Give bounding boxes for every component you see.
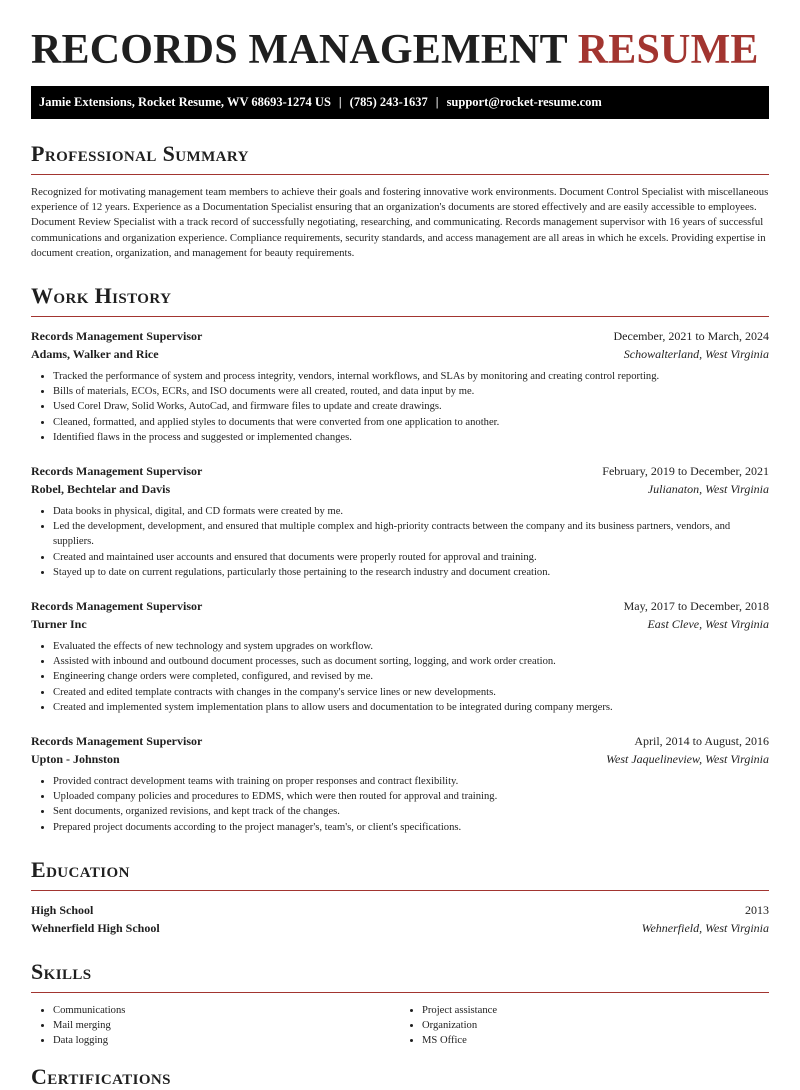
contact-separator: |: [338, 95, 342, 109]
resume-page: [31, 0, 769, 1090]
summary-heading: Professional Summary: [31, 141, 249, 166]
job-entry: [31, 327, 769, 445]
job-location: West Jaquelineview, West Virginia: [606, 752, 769, 767]
job-bullet: • Uploaded company policies and procedures to EDMS, which were then routed for approval and training.: [53, 789, 769, 804]
section-divider: [31, 890, 769, 891]
job-entry: [31, 462, 769, 580]
skills-heading: Skills: [31, 958, 92, 984]
title-accent: RESUME: [577, 27, 759, 73]
job-bullet: • Led the development, development, and ensured that multiple complex and high-priority contracts between the company and its business partners, vendors, and suppliers.: [53, 519, 769, 549]
job-bullet: • Evaluated the effects of new technology and system upgrades on workflow.: [53, 639, 769, 654]
resume-title: [31, 26, 769, 74]
contact-bar: [31, 86, 769, 119]
skills-column-left: [31, 1003, 400, 1049]
job-location: Schowalterland, West Virginia: [623, 347, 769, 362]
job-company: Robel, Bechtelar and Davis: [31, 482, 171, 497]
job-bullet: • Provided contract development teams with training on proper responses and contract flexibility.: [53, 774, 769, 789]
work-history-heading: Work History: [31, 283, 172, 309]
job-bullet: • Identified flaws in the process and suggested or implemented changes.: [53, 430, 769, 445]
job-bullet: • Engineering change orders were completed, configured, and revised by me.: [53, 669, 769, 684]
job-bullets: [31, 639, 769, 715]
skills-list: [31, 1003, 769, 1049]
job-title: Records Management Supervisor: [31, 734, 203, 749]
job-bullets: [31, 504, 769, 580]
education-school: Wehnerfield High School: [31, 920, 160, 935]
education-year: 2013: [745, 902, 769, 917]
skill-item: • MS Office: [422, 1033, 769, 1048]
contact-separator: |: [435, 95, 439, 109]
job-bullet: • Created and maintained user accounts and ensured that documents were properly routed for approval and training.: [53, 550, 769, 565]
education-location: Wehnerfield, West Virginia: [641, 920, 769, 935]
education-heading: Education: [31, 856, 130, 882]
job-company: Turner Inc: [31, 617, 87, 632]
job-dates: December, 2021 to March, 2024: [613, 329, 769, 344]
job-bullet: • Used Corel Draw, Solid Works, AutoCad, and firmware files to update and create drawings.: [53, 399, 769, 414]
job-bullet: • Tracked the performance of system and process integrity, vendors, internal workflows, and SLAs by monitoring and creating control reporting.: [53, 369, 769, 384]
job-bullet: • Stayed up to date on current regulations, particularly those pertaining to the research industry and document creation.: [53, 565, 769, 580]
job-dates: May, 2017 to December, 2018: [623, 599, 769, 614]
job-bullet: • Assisted with inbound and outbound document processes, such as document sorting, logging, and work order creation.: [53, 654, 769, 669]
job-bullet: • Data books in physical, digital, and CD formats were created by me.: [53, 504, 769, 519]
job-dates: April, 2014 to August, 2016: [634, 734, 769, 749]
title-main: RECORDS MANAGEMENT: [31, 27, 568, 73]
job-bullet: • Prepared project documents according to the project manager's, team's, or client's specifications.: [53, 820, 769, 835]
job-dates: February, 2019 to December, 2021: [602, 464, 769, 479]
job-title: Records Management Supervisor: [31, 464, 203, 479]
job-bullet: • Sent documents, organized revisions, and kept track of the changes.: [53, 804, 769, 819]
certifications-heading: Certifications: [31, 1064, 171, 1090]
job-entry: [31, 732, 769, 835]
contact-phone: (785) 243-1637: [349, 95, 428, 109]
education-entry: [31, 901, 769, 937]
job-bullet: • Cleaned, formatted, and applied styles to documents that were converted from one application to another.: [53, 415, 769, 430]
job-bullet: • Created and edited template contracts with changes in the company's service lines or new developments.: [53, 685, 769, 700]
contact-email: support@rocket-resume.com: [446, 95, 602, 109]
job-bullet: • Bills of materials, ECOs, ECRs, and ISO documents were all created, routed, and data input by me.: [53, 384, 769, 399]
section-divider: [31, 174, 769, 175]
skill-item: • Data logging: [53, 1033, 400, 1048]
job-company: Upton - Johnston: [31, 752, 120, 767]
job-title: Records Management Supervisor: [31, 599, 203, 614]
skill-item: • Mail merging: [53, 1018, 400, 1033]
job-location: East Cleve, West Virginia: [647, 617, 769, 632]
job-bullets: [31, 369, 769, 445]
skills-column-right: [400, 1003, 769, 1049]
education-degree: High School: [31, 902, 94, 917]
contact-address: Jamie Extensions, Rocket Resume, WV 68693-1274 US: [39, 95, 331, 109]
skill-item: • Organization: [422, 1018, 769, 1033]
job-bullet: • Created and implemented system implementation plans to allow users and documentation to be integrated during company mergers.: [53, 700, 769, 715]
job-bullets: [31, 774, 769, 835]
section-divider: [31, 316, 769, 317]
section-divider: [31, 992, 769, 993]
skill-item: • Project assistance: [422, 1003, 769, 1018]
job-company: Adams, Walker and Rice: [31, 347, 159, 362]
summary-text: Recognized for motivating management team members to achieve their goals and fostering innovative work environments. Document Control Specialist with miscellaneous experience of 12 years. Experience as a Documentation Specialist ensuring that an organization's documents are stored effectively and are easily accessible to employees. Document Review Specialist with a track record of successfully negotiating, researching, and communicating. Records management supervisor with 16 years of successful communications and organization experience. Compliance requirements, security standards, and access management are all areas in which he excels. Providing expertise in document creation, organization, and management for beauty requirements.: [31, 186, 769, 259]
job-title: Records Management Supervisor: [31, 329, 203, 344]
job-entry: [31, 597, 769, 715]
job-location: Julianaton, West Virginia: [647, 482, 769, 497]
skill-item: • Communications: [53, 1003, 400, 1018]
